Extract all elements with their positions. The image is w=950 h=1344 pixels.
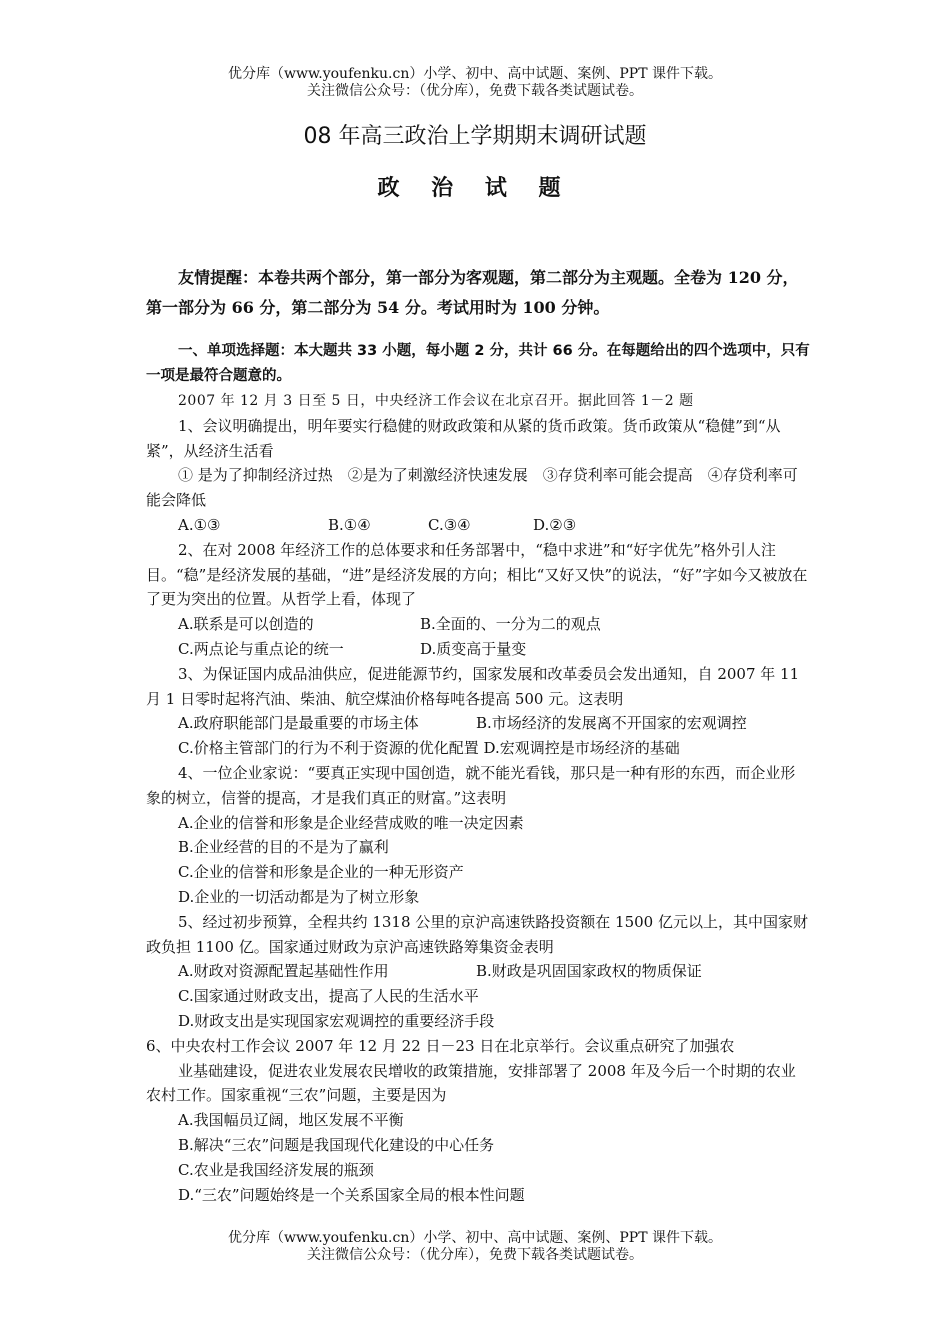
question-2-options-row-1 bbox=[146, 612, 810, 637]
question-6 bbox=[146, 1034, 810, 1208]
question-5-stem: 5、经过初步预算，全程共约 1318 公里的京沪高速铁路投资额在 1500 亿元以上，其中国家财政负担 1100 亿。国家通过财政为京沪高速铁路筹集资金表明 bbox=[146, 912, 808, 956]
exam-body bbox=[146, 263, 810, 1207]
question-4-stem: 4、一位企业家说：“要真正实现中国创造，就不能光看钱，那只是一种有形的东西，而企业形象的树立，信誉的提高，才是我们真正的财富。”这表明 bbox=[146, 763, 796, 807]
question-2 bbox=[146, 538, 810, 662]
option-a: A.政府职能部门是最重要的市场主体 bbox=[178, 714, 419, 733]
option-d: D.质变高于量变 bbox=[420, 639, 527, 658]
question-4 bbox=[146, 761, 810, 910]
question-3-options-row-1 bbox=[146, 711, 810, 736]
page-footer bbox=[0, 1230, 950, 1264]
question-1-options bbox=[146, 513, 810, 538]
option-b: B.财政是巩固国家政权的物质保证 bbox=[476, 962, 702, 981]
option-d: D.财政支出是实现国家宏观调控的重要经济手段 bbox=[178, 1011, 495, 1030]
question-3-stem: 3、为保证国内成品油供应，促进能源节约，国家发展和改革委员会发出通知，自 2007 年 11 月 1 日零时起将汽油、柴油、航空煤油价格每吨各提高 500 元。这表明 bbox=[146, 664, 800, 708]
option-b: B.企业经营的目的不是为了赢利 bbox=[178, 838, 389, 857]
option-b: B.解决“三农”问题是我国现代化建设的中心任务 bbox=[178, 1135, 495, 1154]
option-a: A.企业的信誉和形象是企业经营成败的唯一决定因素 bbox=[178, 813, 524, 832]
question-5 bbox=[146, 910, 810, 1034]
footer-line-1: 优分库（www.youfenku.cn）小学、初中、高中试题、案例、PPT 课件下载。 bbox=[227, 1230, 722, 1246]
notice-paragraph: 友情提醒：本卷共两个部分，第一部分为客观题，第二部分为主观题。全卷为 120 分，第一部分为 66 分，第二部分为 54 分。考试用时为 100 分钟。 bbox=[146, 268, 799, 317]
question-1 bbox=[146, 414, 810, 538]
exam-title: 08 年高三政治上学期期末调研试题 bbox=[303, 124, 647, 149]
option-c: C.企业的信誉和形象是企业的一种无形资产 bbox=[178, 863, 464, 882]
header-line-2: 关注微信公众号：（优分库），免费下载各类试题试卷。 bbox=[307, 83, 643, 99]
option-c: C.③④ bbox=[428, 515, 471, 534]
option-c: C.价格主管部门的行为不利于资源的优化配置 bbox=[178, 739, 479, 758]
option-d: D.②③ bbox=[533, 515, 577, 534]
option-b: B.市场经济的发展离不开国家的宏观调控 bbox=[476, 714, 747, 733]
context-intro: 2007 年 12 月 3 日至 5 日，中央经济工作会议在北京召开。据此回答 1－2 题 bbox=[178, 393, 694, 409]
option-c: C.农业是我国经济发展的瓶颈 bbox=[178, 1160, 374, 1179]
option-a: A.我国幅员辽阔，地区发展不平衡 bbox=[178, 1111, 404, 1130]
footer-line-2: 关注微信公众号：（优分库），免费下载各类试题试卷。 bbox=[307, 1247, 643, 1263]
option-a: A.联系是可以创造的 bbox=[178, 615, 314, 634]
header-line-1: 优分库（www.youfenku.cn）小学、初中、高中试题、案例、PPT 课件下载。 bbox=[227, 66, 722, 82]
option-a: A.财政对资源配置起基础性作用 bbox=[178, 962, 389, 981]
option-c: C.国家通过财政支出，提高了人民的生活水平 bbox=[178, 987, 479, 1006]
question-1-stem: 1、会议明确提出，明年要实行稳健的财政政策和从紧的货币政策。货币政策从“稳健”到“从紧”，从经济生活看 bbox=[146, 416, 781, 460]
section-1-heading: 一、单项选择题：本大题共 33 小题，每小题 2 分，共计 66 分。在每题给出的四个选项中，只有一项是最符合题意的。 bbox=[146, 343, 810, 384]
question-6-stem-line-1: 6、中央农村工作会议 2007 年 12 月 22 日－23 日在北京举行。会议重点研究了加强农 bbox=[146, 1036, 735, 1055]
option-c: C.两点论与重点论的统一 bbox=[178, 639, 344, 658]
option-b: B.①④ bbox=[328, 515, 371, 534]
question-3 bbox=[146, 662, 810, 761]
option-d: D.宏观调控是市场经济的基础 bbox=[483, 739, 680, 758]
question-6-stem-line-2: 业基础建设，促进农业发展农民增收的政策措施，安排部署了 2008 年及今后一个时期的农业农村工作。国家重视“三农”问题，主要是因为 bbox=[146, 1061, 796, 1105]
question-2-options-row-2 bbox=[146, 637, 810, 662]
exam-subtitle: 政 治 试 题 bbox=[377, 176, 573, 201]
option-b: B.全面的、一分为二的观点 bbox=[420, 615, 601, 634]
question-3-options-row-2 bbox=[146, 736, 810, 761]
option-a: A.①③ bbox=[178, 515, 221, 534]
question-5-options-row-1 bbox=[146, 959, 810, 984]
page-header bbox=[0, 66, 950, 100]
question-1-statements: ① 是为了抑制经济过热 ②是为了刺激经济快速发展 ③存贷利率可能会提高 ④存贷利率可能会降低 bbox=[146, 466, 798, 510]
question-2-stem: 2、在对 2008 年经济工作的总体要求和任务部署中，“稳中求进”和“好字优先”格外引人注目。“稳”是经济发展的基础，“进”是经济发展的方向；相比“又好又快”的说法，“好”字如今又被放在了更为突出的位置。从哲学上看，体现了 bbox=[146, 540, 808, 609]
option-d: D.企业的一切活动都是为了树立形象 bbox=[178, 887, 420, 906]
option-d: D.“三农”问题始终是一个关系国家全局的根本性问题 bbox=[178, 1185, 525, 1204]
